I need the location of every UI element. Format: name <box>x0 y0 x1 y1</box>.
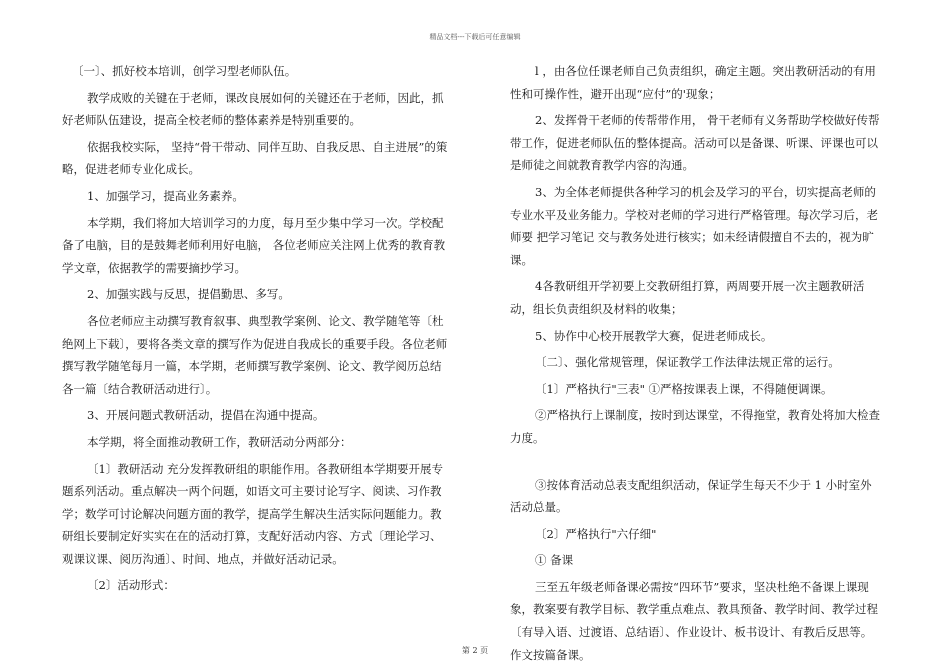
page-footer: 第 2 页 <box>461 646 489 655</box>
paragraph: 〔1〕教研活动 充分发挥教研组的职能作用。各教研组本学期要开展专题系列活动。重点解决一两个问题，如语文可主要讨论写字、阅读、习作教学；数学可讨论解决问题方面的教学，提高学生解决生活实际问题能力。教研组长要制定好实实在在的活动打算，支配好活动内容、方式〔理论学习、观课议课、阅历沟通〕、时间、地点，并做好活动记录。 <box>62 461 443 566</box>
paragraph: 本学期，我们将加大培训学习的力度，每月至少集中学习一次。学校配备了电脑，目的是鼓舞老师利用好电脑， 各位老师应关注网上优秀的教育教学文章，依据教学的需要摘抄学习。 <box>62 215 446 275</box>
paragraph-gap <box>510 454 882 474</box>
paragraph: ③按体育活动总表支配组织活动，保证学生每天不少于 1 小时室外活动总量。 <box>510 477 872 515</box>
paragraph: 3、开展问题式教研活动，提倡在沟通中提高。 <box>87 408 325 423</box>
paragraph: 3、为全体老师提供各种学习的机会及学习的平台，切实提高老师的专业水平及业务能力。学校对老师的学习进行严格管理。每次学习后，老师要 把学习笔记 交与教务处进行核实；如未经请假擅自不去的，视为旷课。 <box>510 184 878 267</box>
paragraph: ②严格执行上课制度，按时到达课堂，不得拖堂，教育处将加大检查力度。 <box>510 408 880 445</box>
page-header: 精品文档---下载后可任意编辑 <box>429 33 521 41</box>
paragraph: ① 备课 <box>535 553 574 568</box>
paragraph: 〔2〕活动形式： <box>87 578 175 593</box>
paragraph: 〔2〕严格执行"六仔细" <box>535 526 657 541</box>
paragraph: 本学期，将全面推动教研工作，教研活动分两部分： <box>87 434 352 449</box>
paragraph: 1、加强学习，提高业务素养。 <box>87 188 244 203</box>
paragraph: 2、发挥骨干老师的传帮带作用， 骨干老师有义务帮助学校做好传帮带工作，促进老师队伍的整体提高。活动可以是备课、听课、评课也可以是师徒之间就教育教学内容的沟通。 <box>510 113 880 173</box>
paragraph: 各位老师应主动撰写教育叙事、典型教学案例、论文、教学随笔等〔杜绝网上下载〕，要将各类文章的撰写作为促进自我成长的重要手段。各位老师撰写教学随笔每月一篇，本学期，老师撰写教学案例、论文、教学阅历总结各一篇〔结合教研活动进行〕。 <box>62 313 448 396</box>
paragraph: 依据我校实际， 坚持“骨干带动、同伴互助、自我反思、自主进展”的策略，促进老师专业化成长。 <box>62 139 448 177</box>
paragraph: 2、加强实践与反思，提倡勤思、多写。 <box>87 287 290 302</box>
paragraph: l ，由各位任课老师自己负责组织，确定主题。突出教研活动的有用性和可操作性，避开出现“应付”的'现象； <box>510 64 876 101</box>
paragraph: 4各教研组开学初要上交教研组打算，两周要开展一次主题教研活动，组长负责组织及材料的收集； <box>510 279 865 316</box>
paragraph: 〔一〕、抓好校本培训，创学习型老师队伍。 <box>72 64 297 78</box>
left-column <box>62 60 452 601</box>
right-column <box>510 60 882 670</box>
paragraph: 教学成败的关键在于老师，课改良展如何的关键还在于老师，因此，抓好老师队伍建设，提高全校老师的整体素养是特别重要的。 <box>62 90 444 128</box>
paragraph: 5、协作中心校开展教学大赛，促进老师成长。 <box>535 328 773 343</box>
paragraph: 〔1〕严格执行"三表" ①严格按课表上课，不得随便调课。 <box>535 381 833 396</box>
paragraph: 〔二〕、强化常规管理，保证教学工作法律法规正常的运行。 <box>535 355 840 370</box>
paragraph: 三至五年级老师备课必需按“四环节”要求，坚决杜绝不备课上课现象，教案要有教学目标、教学重点难点、教具预备、教学时间、教学过程〔有导入语、过渡语、总结语〕、作业设计、板书设计、有教后反思等。作文按篇备课。 <box>510 579 878 662</box>
